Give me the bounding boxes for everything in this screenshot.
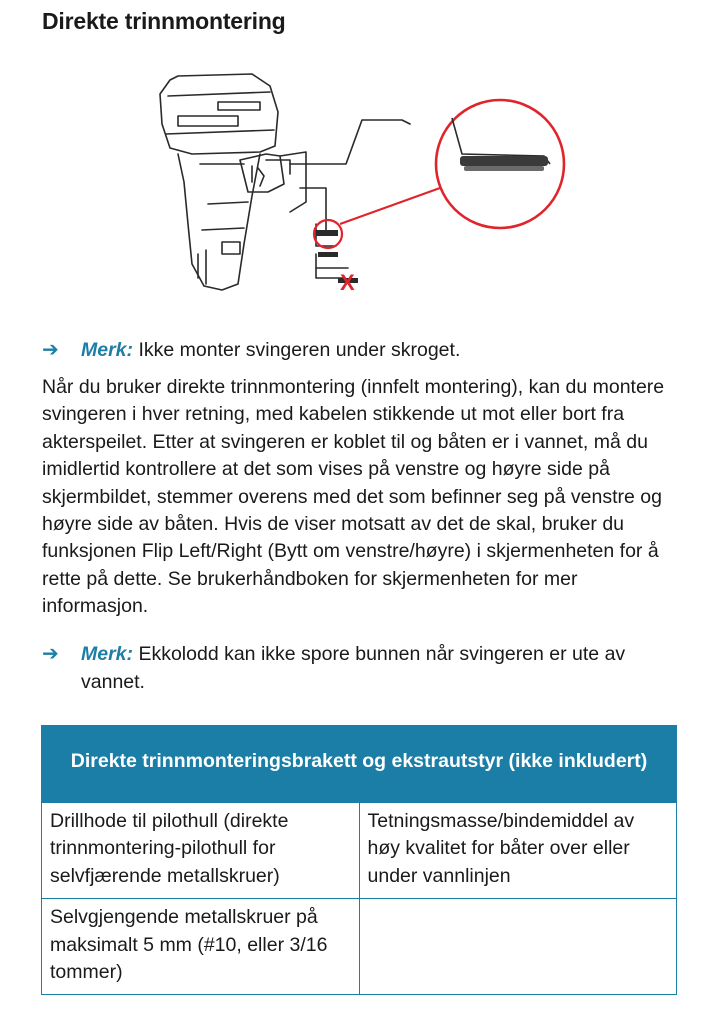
note-arrow-icon: ➔ xyxy=(42,643,59,665)
table-cell: Selvgjengende metallskruer på maksimalt 5 mm (#10, eller 3/16 tommer) xyxy=(42,899,360,995)
note-block-2 xyxy=(42,640,682,696)
transducer-highlighted xyxy=(316,230,338,236)
table-cell: Drillhode til pilothull (direkte trinnmontering-pilothull for selvfjærende metallskruer) xyxy=(42,803,360,899)
transom-mount-illustration xyxy=(140,64,580,304)
body-paragraph: Når du bruker direkte trinnmontering (innfelt montering), kan du montere svingeren i hver retning, med kabelen stikkende ut mot eller bort fra akterspeilet. Etter at svingeren er koblet til og båten er i vannet, må du imidlertid kontrollere at det som vises på venstre og høyre side på skjermbildet, stemmer overens med det som befinner seg på venstre og høyre side av båten. Hvis de viser motsatt av det de skal, bruker du funksjonen Flip Left/Right (Bytt om venstre/høyre) i skjermenheten for å rette på dette. Se brukerhåndboken for skjermenheten for mer informasjon. xyxy=(42,376,665,618)
outboard-motor-drawing xyxy=(160,74,410,290)
table-row xyxy=(42,899,677,995)
note-label: Merk: xyxy=(81,339,134,361)
table-cell: Tetningsmasse/bindemiddel av høy kvalitet for båter over eller under vannlinjen xyxy=(359,803,677,899)
red-cross-mark: X xyxy=(340,270,355,295)
table-cell xyxy=(359,899,677,995)
note-block-1 xyxy=(42,336,682,364)
table-header-row xyxy=(42,726,677,803)
accessories-table xyxy=(41,725,677,995)
table-header: Direkte trinnmonteringsbrakett og ekstrautstyr (ikke inkludert) xyxy=(42,726,677,803)
transducer-middle xyxy=(318,252,338,257)
section-heading: Direkte trinnmontering xyxy=(42,8,286,34)
note-label: Merk: xyxy=(81,643,134,665)
zoomed-transducer xyxy=(460,156,548,166)
note-text: Ikke monter svingeren under skroget. xyxy=(133,339,461,361)
table-row xyxy=(42,803,677,899)
note-text: Ekkolodd kan ikke spore bunnen når svingeren er ute av vannet. xyxy=(81,643,626,693)
note-arrow-icon: ➔ xyxy=(42,339,59,361)
zoom-connector-line xyxy=(340,188,440,224)
